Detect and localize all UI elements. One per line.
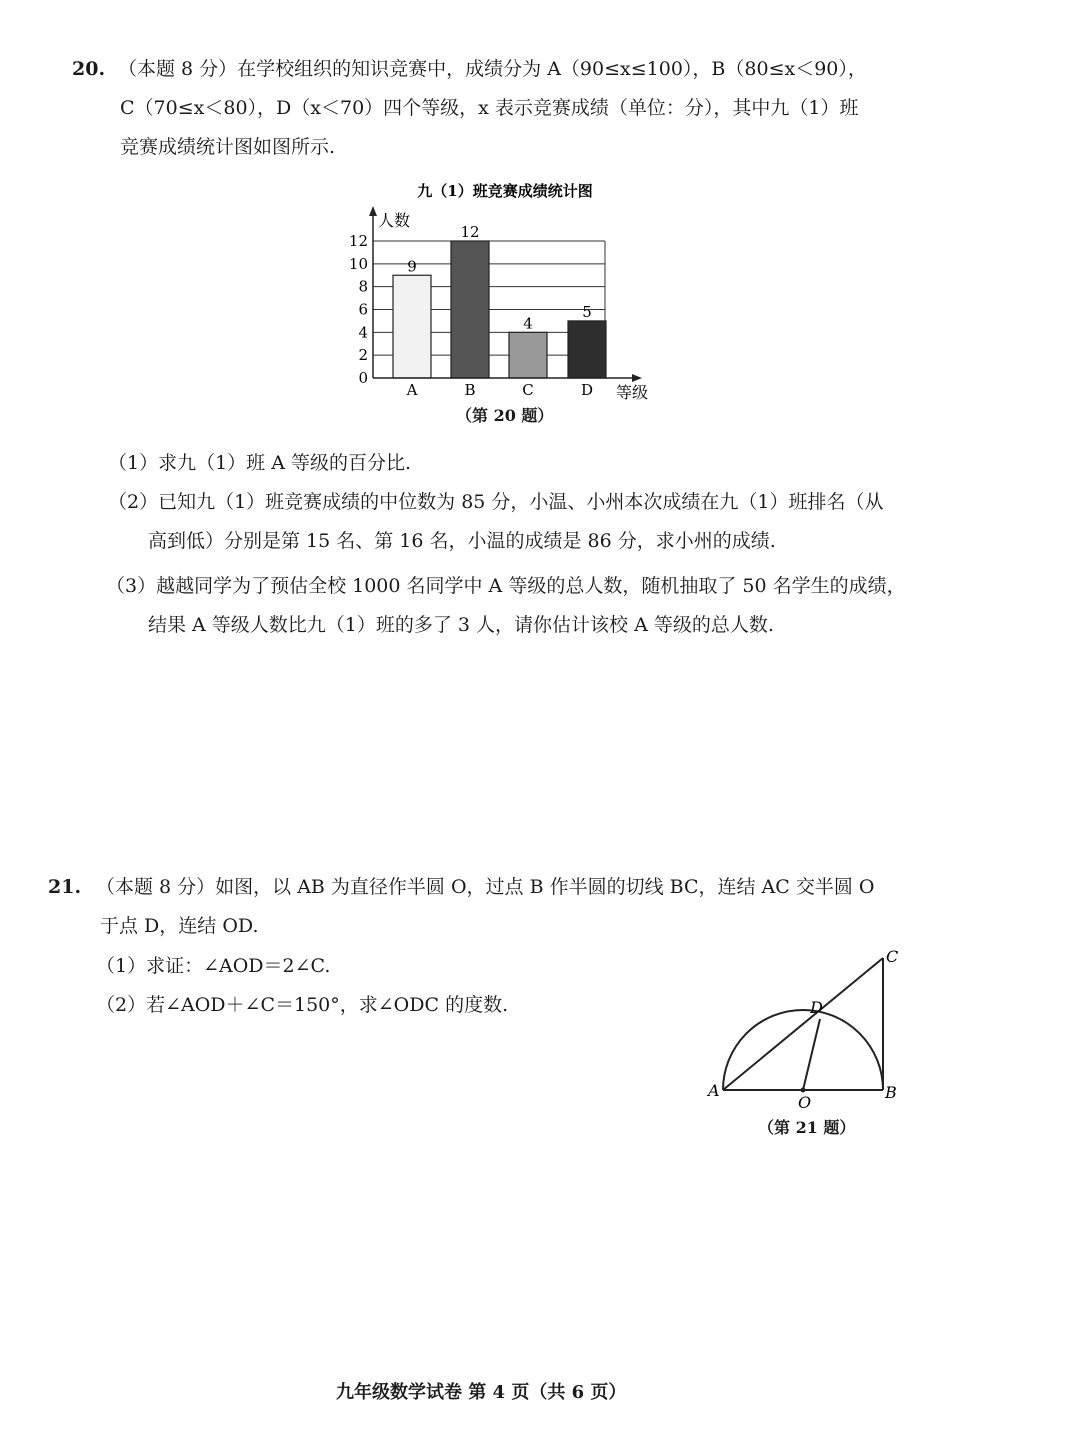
y-axis-arrow	[369, 206, 377, 216]
segment-OD	[803, 1019, 820, 1090]
x-category-label: B	[464, 381, 476, 399]
x-category-label: D	[580, 381, 594, 399]
q21-number: 21.	[48, 876, 82, 898]
q20-part2-line1: （2）已知九（1）班竞赛成绩的中位数为 85 分，小温、小州本次成绩在九（1）班排名（从	[108, 491, 884, 513]
y-tick-label: 2	[358, 346, 368, 365]
q20-bar-chart	[340, 176, 670, 401]
q20-stem-line2: C（70≤x＜80），D（x＜70）四个等级，x 表示竞赛成绩（单位：分），其中九（1）班	[120, 97, 859, 119]
label-C: C	[886, 947, 899, 966]
q20-part3-line1: （3）越越同学为了预估全校 1000 名同学中 A 等级的总人数，随机抽取了 50 名学生的成绩，	[106, 575, 906, 597]
q20-part1: （1）求九（1）班 A 等级的百分比.	[108, 452, 412, 474]
q20-figure-caption: （第 20 题）	[456, 406, 554, 425]
bar-value-label: 5	[582, 302, 592, 321]
q21-part2: （2）若∠AOD＋∠C＝150°，求∠ODC 的度数.	[96, 994, 509, 1016]
bar	[509, 332, 547, 378]
bar	[568, 321, 606, 378]
q21-stem-line2: 于点 D，连结 OD.	[100, 915, 259, 937]
y-tick-label: 12	[348, 232, 368, 250]
x-axis-label: 等级	[616, 383, 649, 401]
q20-part2-line2: 高到低）分别是第 15 名、第 16 名，小温的成绩是 86 分，求小州的成绩.	[148, 530, 776, 552]
label-A: A	[708, 1081, 720, 1100]
y-tick-label: 0	[358, 369, 368, 387]
q20-stem-line3: 竞赛成绩统计图如图所示.	[120, 136, 336, 158]
q20-part3-line2: 结果 A 等级人数比九（1）班的多了 3 人，请你估计该校 A 等级的总人数.	[148, 614, 774, 636]
bar-value-label: 4	[523, 314, 533, 333]
q21-part1: （1）求证：∠AOD＝2∠C.	[96, 955, 331, 977]
x-axis-arrow	[632, 374, 642, 382]
q21-stem-line1: （本题 8 分）如图，以 AB 为直径作半圆 O，过点 B 作半圆的切线 BC，连结 AC 交半圆 O	[96, 876, 875, 898]
y-tick-label: 10	[348, 254, 368, 273]
bar	[393, 275, 431, 378]
y-tick-label: 4	[358, 323, 368, 342]
label-B: B	[885, 1083, 897, 1102]
y-tick-label: 6	[358, 300, 368, 319]
q21-figure-caption: （第 21 题）	[758, 1118, 856, 1137]
q20-number: 20.	[72, 58, 106, 80]
label-D: D	[810, 998, 823, 1017]
x-category-label: C	[522, 381, 534, 399]
y-axis-label: 人数	[378, 211, 411, 230]
label-O: O	[798, 1093, 812, 1112]
bar-value-label: 9	[407, 257, 417, 276]
q20-stem-line1: （本题 8 分）在学校组织的知识竞赛中，成绩分为 A（90≤x≤100），B（80≤x＜90），	[118, 58, 867, 80]
q21-geometry-figure	[700, 940, 920, 1120]
x-category-label: A	[406, 381, 418, 399]
bar-value-label: 12	[460, 223, 480, 241]
y-tick-label: 8	[358, 277, 368, 296]
chart-title: 九（1）班竞赛成绩统计图	[417, 182, 593, 200]
point-O-dot	[801, 1088, 806, 1093]
page-footer: 九年级数学试卷 第 4 页（共 6 页）	[336, 1382, 627, 1403]
bar	[451, 241, 489, 378]
semicircle-arc	[723, 1010, 883, 1090]
segment-AC	[723, 958, 883, 1090]
